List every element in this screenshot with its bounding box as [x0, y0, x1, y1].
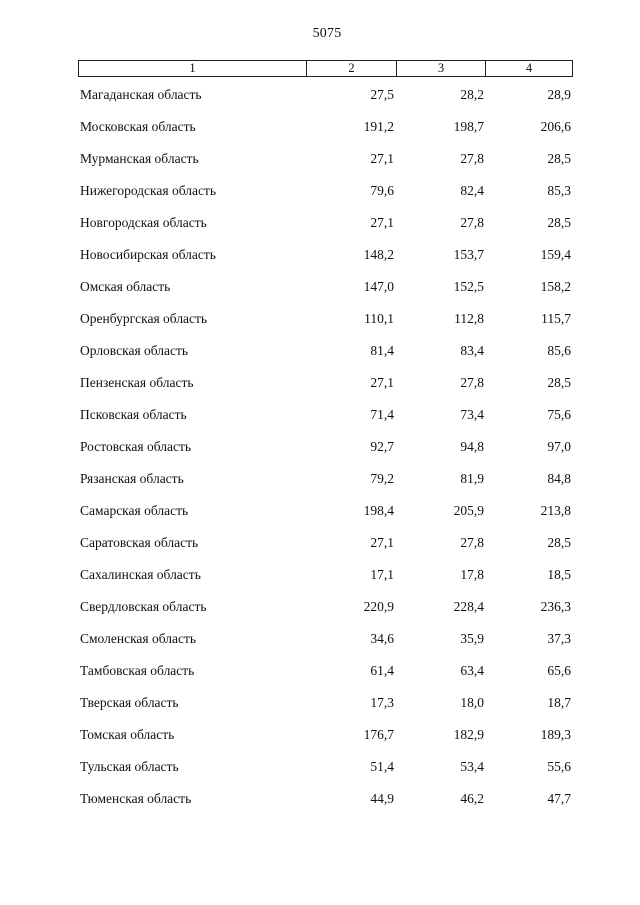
value-col2: 81,4 — [370, 343, 394, 358]
value-col2: 27,1 — [370, 375, 394, 390]
region-name: Новгородская область — [80, 215, 207, 230]
value-col2: 148,2 — [363, 247, 394, 262]
region-name: Орловская область — [80, 343, 189, 358]
value-col2: 147,0 — [363, 279, 394, 294]
value-col3: 27,8 — [460, 151, 484, 166]
value-col2: 92,7 — [370, 439, 394, 454]
table-row — [80, 660, 575, 692]
region-name: Московская область — [80, 119, 196, 134]
region-name: Рязанская область — [80, 471, 184, 486]
table-row — [80, 276, 575, 308]
table-row — [80, 116, 575, 148]
table-row — [80, 372, 575, 404]
table-row — [80, 788, 575, 820]
table-row — [80, 244, 575, 276]
table-row — [80, 596, 575, 628]
region-name: Ростовская область — [80, 439, 191, 454]
value-col2: 79,6 — [370, 183, 394, 198]
value-col3: 46,2 — [460, 791, 484, 806]
value-col4: 158,2 — [540, 279, 571, 294]
region-name: Новосибирская область — [80, 247, 216, 262]
column-header-4: 4 — [525, 61, 533, 75]
value-col4: 28,9 — [547, 87, 571, 102]
value-col4: 37,3 — [547, 631, 571, 646]
region-name: Тамбовская область — [80, 663, 195, 678]
region-name: Смоленская область — [80, 631, 197, 646]
value-col4: 47,7 — [547, 791, 571, 806]
value-col4: 28,5 — [547, 535, 571, 550]
region-name: Томская область — [80, 727, 175, 742]
value-col4: 65,6 — [547, 663, 571, 678]
column-header-2: 2 — [307, 61, 397, 76]
value-col2: 27,5 — [370, 87, 394, 102]
table-row — [80, 84, 575, 116]
region-name: Магаданская область — [80, 87, 202, 102]
value-col3: 53,4 — [460, 759, 484, 774]
region-name: Пензенская область — [80, 375, 194, 390]
table-row — [80, 564, 575, 596]
value-col2: 34,6 — [370, 631, 394, 646]
table-row — [80, 724, 575, 756]
value-col2: 51,4 — [370, 759, 394, 774]
value-col3: 182,9 — [453, 727, 484, 742]
column-header-3: 3 — [397, 61, 486, 76]
table-header — [78, 60, 573, 77]
table-body — [80, 84, 575, 820]
value-col2: 17,1 — [370, 567, 394, 582]
value-col3: 17,8 — [460, 567, 484, 582]
value-col4: 115,7 — [541, 311, 571, 326]
table-row — [80, 180, 575, 212]
value-col4: 75,6 — [547, 407, 571, 422]
value-col4: 159,4 — [540, 247, 571, 262]
region-name: Самарская область — [80, 503, 189, 518]
value-col4: 85,3 — [547, 183, 571, 198]
table-row — [80, 756, 575, 788]
table-row — [80, 340, 575, 372]
value-col2: 44,9 — [370, 791, 394, 806]
value-col4: 213,8 — [540, 503, 571, 518]
region-name: Сахалинская область — [80, 567, 201, 582]
value-col3: 82,4 — [460, 183, 484, 198]
value-col3: 35,9 — [460, 631, 484, 646]
value-col3: 198,7 — [453, 119, 484, 134]
region-name: Тюменская область — [80, 791, 192, 806]
value-col3: 27,8 — [460, 535, 484, 550]
table-row — [80, 148, 575, 180]
value-col3: 112,8 — [454, 311, 484, 326]
value-col4: 97,0 — [547, 439, 571, 454]
table-row — [80, 212, 575, 244]
value-col4: 28,5 — [547, 375, 571, 390]
value-col3: 18,0 — [460, 695, 484, 710]
value-col3: 27,8 — [460, 375, 484, 390]
region-name: Мурманская область — [80, 151, 199, 166]
value-col2: 17,3 — [370, 695, 394, 710]
region-name: Свердловская область — [80, 599, 207, 614]
value-col2: 176,7 — [363, 727, 394, 742]
value-col4: 206,6 — [540, 119, 571, 134]
value-col4: 28,5 — [547, 215, 571, 230]
table-row — [80, 404, 575, 436]
value-col3: 228,4 — [453, 599, 484, 614]
value-col2: 79,2 — [370, 471, 394, 486]
column-header-1: 1 — [79, 61, 307, 76]
value-col3: 94,8 — [460, 439, 484, 454]
value-col2: 27,1 — [370, 535, 394, 550]
table-row — [80, 468, 575, 500]
value-col2: 27,1 — [370, 215, 394, 230]
value-col4: 28,5 — [547, 151, 571, 166]
value-col2: 198,4 — [363, 503, 394, 518]
value-col4: 84,8 — [547, 471, 571, 486]
page-number: 5075 — [312, 26, 342, 41]
table-row — [80, 628, 575, 660]
value-col3: 63,4 — [460, 663, 484, 678]
value-col4: 85,6 — [547, 343, 571, 358]
region-name: Тульская область — [80, 759, 179, 774]
value-col3: 81,9 — [460, 471, 484, 486]
table-row — [80, 500, 575, 532]
table-row — [80, 308, 575, 340]
value-col2: 71,4 — [370, 407, 394, 422]
value-col2: 220,9 — [363, 599, 394, 614]
region-name: Омская область — [80, 279, 171, 294]
value-col2: 27,1 — [370, 151, 394, 166]
value-col3: 205,9 — [453, 503, 484, 518]
region-name: Саратовская область — [80, 535, 199, 550]
value-col2: 191,2 — [363, 119, 394, 134]
value-col3: 73,4 — [460, 407, 484, 422]
value-col2: 110,1 — [364, 311, 394, 326]
value-col3: 27,8 — [460, 215, 484, 230]
value-col3: 83,4 — [460, 343, 484, 358]
value-col3: 153,7 — [453, 247, 484, 262]
region-name: Нижегородская область — [80, 183, 217, 198]
value-col3: 28,2 — [460, 87, 484, 102]
value-col2: 61,4 — [370, 663, 394, 678]
value-col4: 18,7 — [547, 695, 571, 710]
value-col4: 189,3 — [540, 727, 571, 742]
region-name: Оренбургская область — [80, 311, 208, 326]
table-row — [80, 436, 575, 468]
table-row — [80, 692, 575, 724]
value-col4: 55,6 — [547, 759, 571, 774]
value-col4: 236,3 — [540, 599, 571, 614]
table-row — [80, 532, 575, 564]
value-col3: 152,5 — [453, 279, 484, 294]
region-name: Псковская область — [80, 407, 187, 422]
value-col4: 18,5 — [547, 567, 571, 582]
region-name: Тверская область — [80, 695, 179, 710]
